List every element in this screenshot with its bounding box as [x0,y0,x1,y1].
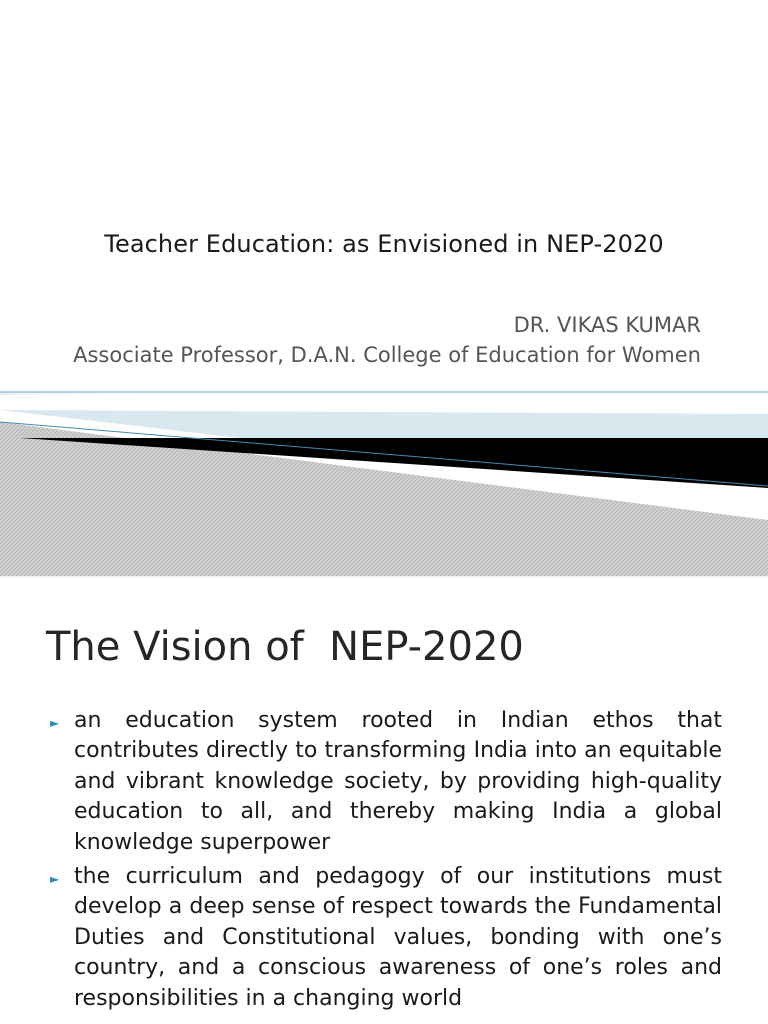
vision-slide [0,578,768,1024]
bullet-text: the curriculum and pedagogy of our institutions must develop a deep sense of respect towards the Fundamental Duties and Constitutional values, bonding with one’s country, and a conscious awareness of one’s roles and responsibilities in a changing world [74,864,722,1011]
presenter-name: DR. VIKAS KUMAR [513,313,701,337]
slide-title: The Vision of NEP-2020 [46,624,524,670]
presentation-title: Teacher Education: as Envisioned in NEP-2020 [104,230,664,258]
presenter-info [41,310,701,370]
list-item [46,706,722,858]
bullet-list [46,706,722,1018]
bullet-text: an education system rooted in Indian ethos that contributes directly to transforming India into an equitable and vibrant knowledge society, by providing high-quality education to all, and thereby making India a global knowledge superpower [74,708,722,855]
triangle-right-icon: ► [50,716,60,730]
triangle-right-icon: ► [50,872,60,887]
decorative-band-graphic [0,380,768,576]
light-blue-wedge [0,410,768,438]
presenter-affiliation: Associate Professor, D.A.N. College of Education for Women [73,343,701,367]
list-item [46,862,722,1014]
